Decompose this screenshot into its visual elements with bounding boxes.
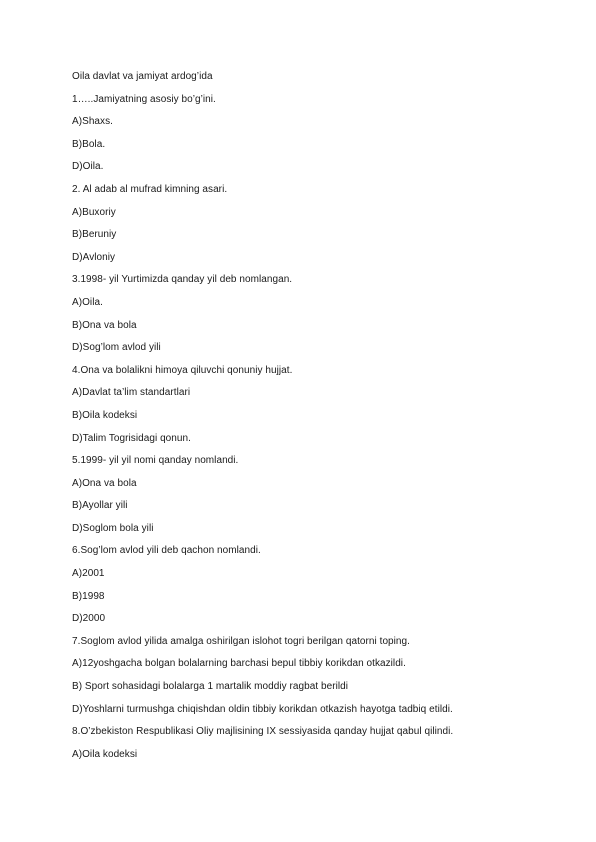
question-text: 5.1999- yil yil nomi qanday nomlandi. bbox=[72, 455, 239, 467]
document-title: Oila davlat va jamiyat ardog’ida bbox=[72, 71, 213, 82]
answer-option: D)Avloniy bbox=[72, 251, 116, 263]
answer-option: A)12yoshgacha bolgan bolalarning barchasi bepul tibbiy korikdan otkazildi. bbox=[72, 658, 406, 670]
question-block bbox=[72, 455, 542, 535]
answer-option: D)Soglom bola yili bbox=[72, 522, 154, 534]
question-block bbox=[72, 365, 542, 445]
question-text: 4.Ona va bolalikni himoya qiluvchi qonuniy hujjat. bbox=[72, 364, 293, 376]
question-text: 2. Al adab al mufrad kimning asari. bbox=[72, 183, 228, 195]
question-text: 3.1998- yil Yurtimizda qanday yil deb nomlangan. bbox=[72, 274, 293, 286]
answer-option: D)Sog’lom avlod yili bbox=[72, 342, 161, 354]
answer-option: A)Davlat ta’lim standartlari bbox=[72, 387, 191, 399]
question-block bbox=[72, 726, 542, 761]
answer-option: B)Ona va bola bbox=[72, 319, 137, 331]
question-block bbox=[72, 636, 542, 716]
answer-option: D)Talim Togrisidagi qonun. bbox=[72, 432, 191, 444]
answer-option: A)Buxoriy bbox=[72, 206, 116, 218]
answer-option: A)Ona va bola bbox=[72, 477, 137, 489]
question-text: 7.Soglom avlod yilida amalga oshirilgan islohot togri berilgan qatorni toping. bbox=[72, 635, 410, 647]
answer-option: B)Oila kodeksi bbox=[72, 409, 138, 421]
answer-option: D)2000 bbox=[72, 613, 106, 625]
question-text: 8.O’zbekiston Respublikasi Oliy majlisining IX sessiyasida qanday hujjat qabul qilindi. bbox=[72, 726, 454, 738]
answer-option: D)Yoshlarni turmushga chiqishdan oldin tibbiy korikdan otkazish hayotga tadbiq etildi. bbox=[72, 703, 453, 715]
question-block bbox=[72, 545, 542, 625]
question-block bbox=[72, 94, 542, 174]
answer-option: A)Oila kodeksi bbox=[72, 748, 138, 760]
question-text: 1…..Jamiyatning asosiy bo’g’ini. bbox=[72, 93, 216, 105]
question-block bbox=[72, 274, 542, 354]
answer-option: A)2001 bbox=[72, 568, 105, 580]
answer-option: B) Sport sohasidagi bolalarga 1 martalik moddiy ragbat berildi bbox=[72, 681, 349, 693]
question-text: 6.Sog’lom avlod yili deb qachon nomlandi. bbox=[72, 545, 261, 557]
answer-option: B)Bola. bbox=[72, 138, 106, 150]
answer-option: B)1998 bbox=[72, 590, 105, 602]
question-block bbox=[72, 184, 542, 264]
answer-option: A)Shaxs. bbox=[72, 116, 113, 128]
answer-option: A)Oila. bbox=[72, 296, 103, 308]
answer-option: B)Ayollar yili bbox=[72, 500, 128, 512]
answer-option: D)Oila. bbox=[72, 161, 104, 173]
answer-option: B)Beruniy bbox=[72, 229, 117, 241]
document-page bbox=[72, 71, 542, 771]
